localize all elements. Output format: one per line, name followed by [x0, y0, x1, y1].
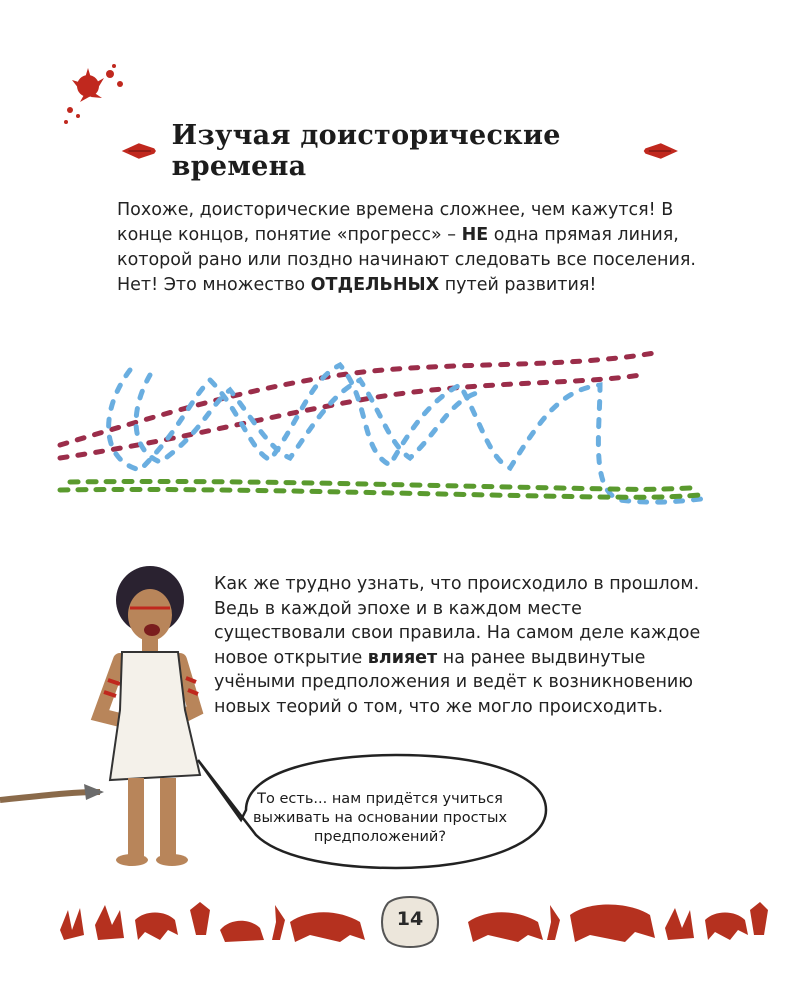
intro-text: Похоже, доисторические времена сложнее, чем кажутся! В конце концов, понятие «прогресс» –: [117, 200, 674, 245]
intro-text: путей развития!: [439, 275, 597, 295]
section-header: [120, 120, 680, 182]
paint-splat-icon: [58, 58, 138, 128]
footprint-trails-icon: [40, 340, 760, 540]
body-text: на ранее выдвинутые учёными предположения и ведёт к возникновению новых теорий о том, что же могло происходить.: [214, 647, 694, 717]
intro-paragraph: [117, 198, 707, 298]
body-emphasis: влияет: [367, 647, 438, 668]
spear-arrow-icon: [642, 139, 680, 163]
intro-emphasis: ОТДЕЛЬНЫХ: [310, 275, 440, 295]
page-title: Изучая доисторические времена: [171, 120, 561, 182]
page-number: 14: [396, 908, 424, 930]
body-paragraph: [214, 572, 714, 720]
intro-emphasis: НЕ: [461, 225, 489, 245]
speech-text: То есть... нам придётся учиться выживать на основании простых предположений?: [252, 791, 508, 845]
intro-text: одна прямая линия, которой рано или поздно начинают следовать все поселения. Нет! Это множество: [117, 225, 696, 295]
body-text: Как же трудно узнать, что происходило в прошлом. Ведь в каждой эпохе и в каждом месте существовали свои правила. На самом деле каждое новое открытие: [214, 574, 701, 668]
prehistoric-person-icon: [0, 560, 215, 890]
spear-arrow-icon: [120, 139, 158, 163]
